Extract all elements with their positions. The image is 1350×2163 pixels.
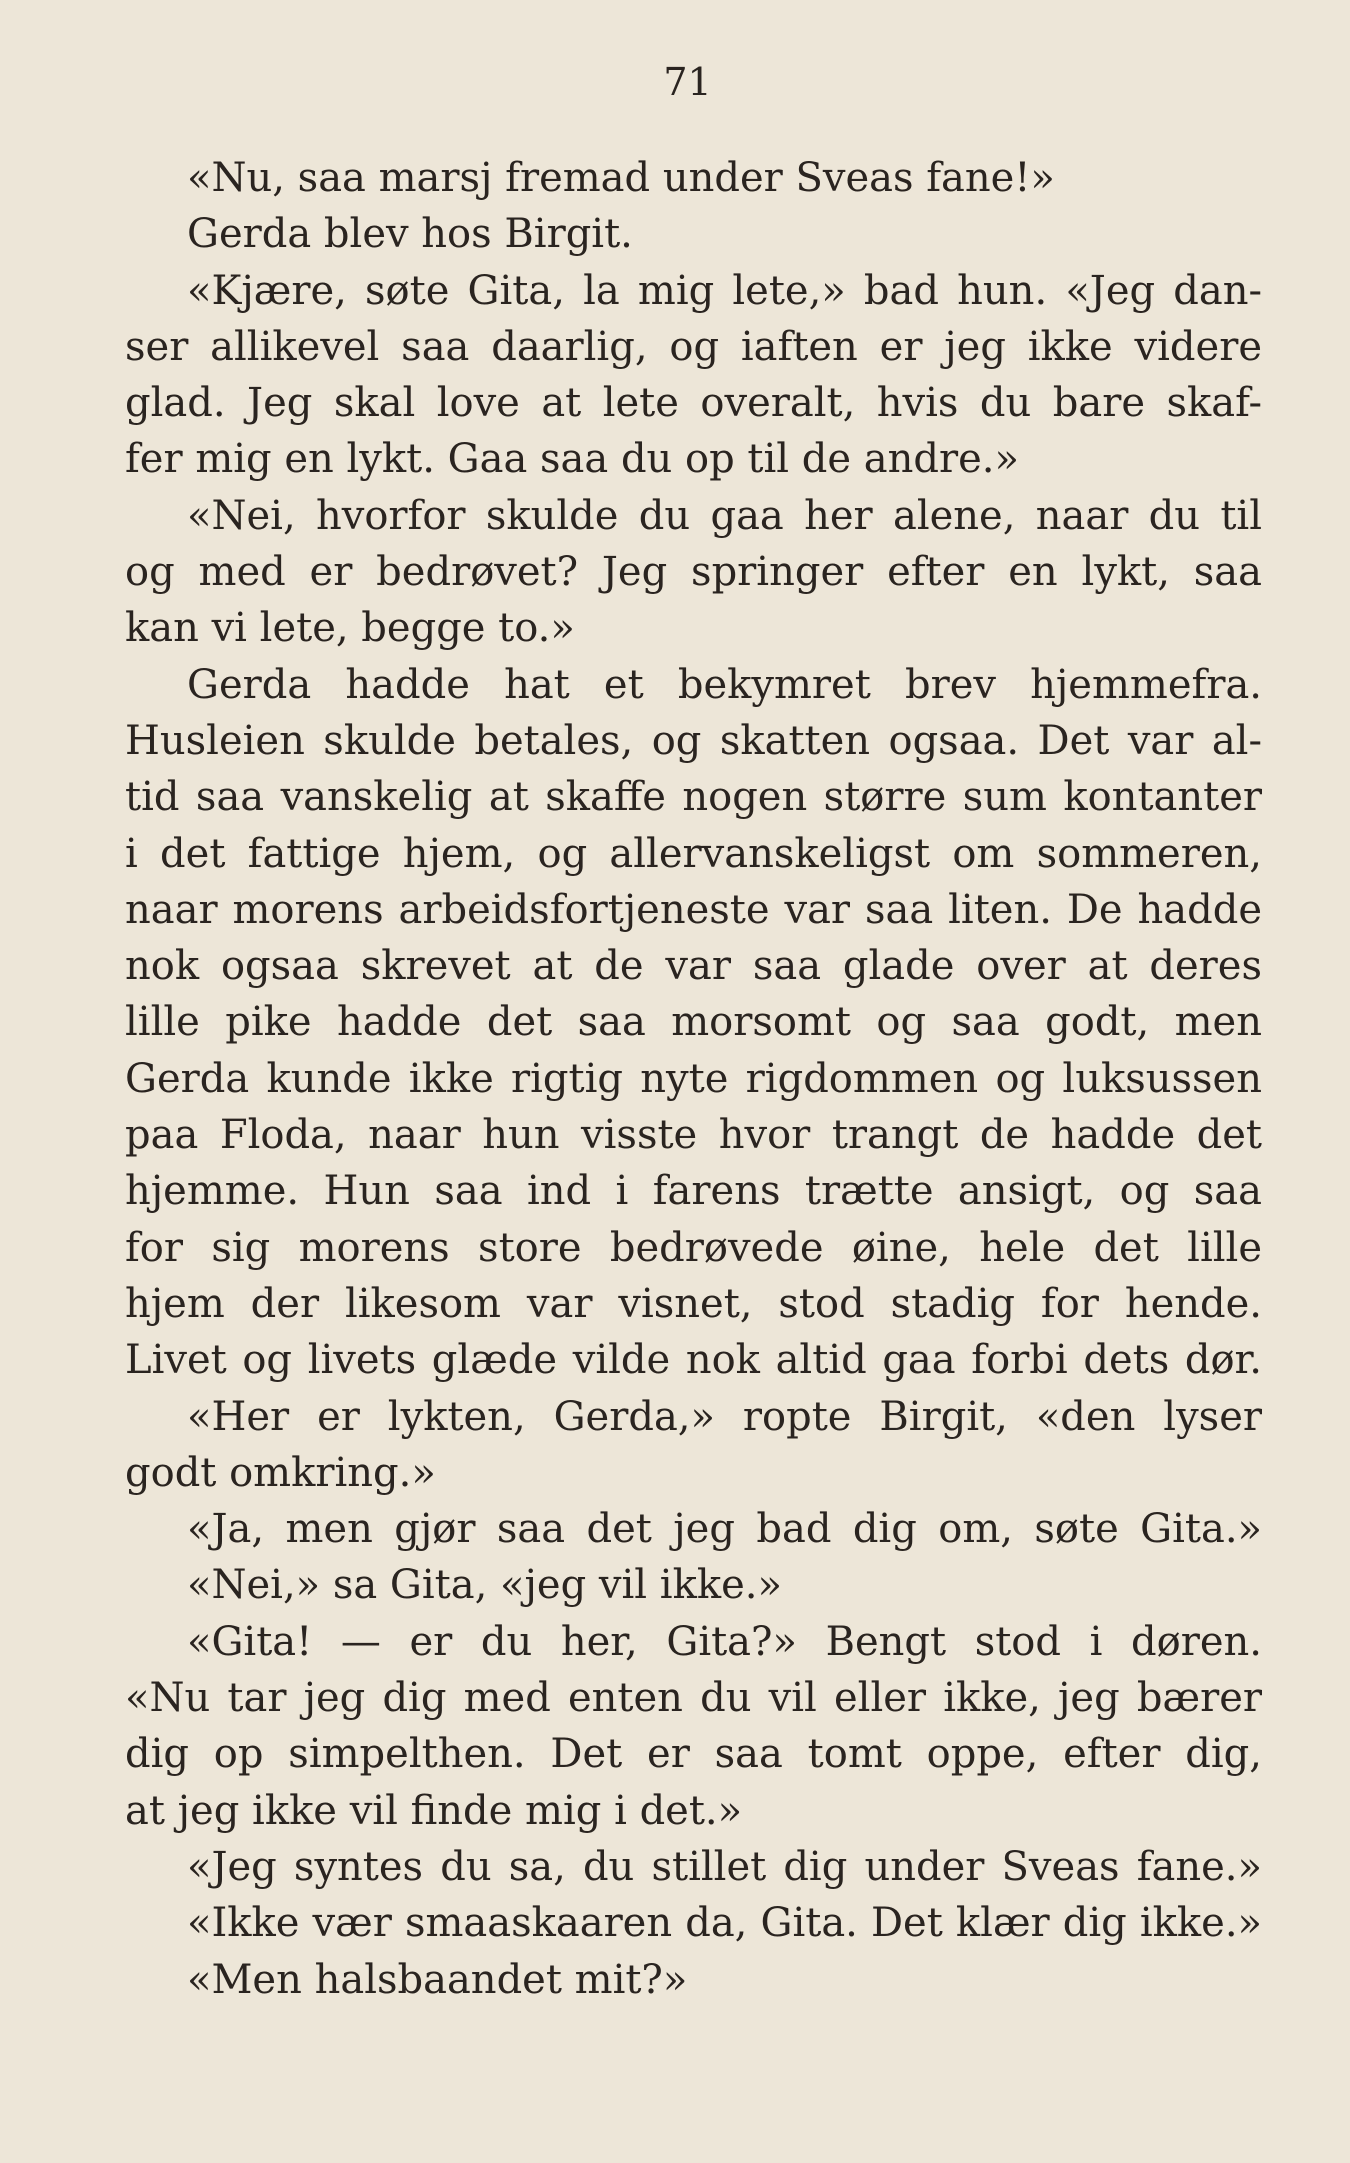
text-line: «Nei, hvorfor skulde du gaa her alene, naar du til: [187, 492, 1262, 539]
text-line: dig op simpelthen. Det er saa tomt oppe, efter dig,: [125, 1731, 1262, 1778]
text-line: «Nu, saa marsj fremad under Sveas fane!»: [187, 155, 1055, 201]
text-line: glad. Jeg skal love at lete overalt, hvis du bare skaf-: [125, 380, 1262, 427]
text-line: «Ja, men gjør saa det jeg bad dig om, søte Gita.»: [187, 1506, 1262, 1553]
text-line: «Kjære, søte Gita, la mig lete,» bad hun. «Jeg dan-: [187, 267, 1262, 314]
text-line: Husleien skulde betales, og skatten ogsaa. Det var al-: [125, 717, 1262, 764]
text-line: Livet og livets glæde vilde nok altid gaa forbi dets dør.: [125, 1337, 1262, 1384]
text-line: Gerda kunde ikke rigtig nyte rigdommen og luksussen: [125, 1055, 1262, 1102]
text-line: fer mig en lykt. Gaa saa du op til de andre.»: [125, 436, 1019, 483]
text-line: ser allikevel saa daarlig, og iaften er jeg ikke videre: [125, 323, 1262, 370]
page-number: 71: [663, 60, 712, 104]
text-line: i det fattige hjem, og allervanskeligst om sommeren,: [125, 830, 1262, 877]
text-line: naar morens arbeidsfortjeneste var saa liten. De hadde: [125, 886, 1262, 933]
body-text: [125, 150, 1262, 2008]
text-line: hjemme. Hun saa ind i farens trætte ansigt, og saa: [125, 1168, 1262, 1215]
text-line: «Ikke vær smaaskaaren da, Gita. Det klær dig ikke.»: [187, 1900, 1262, 1947]
text-line: godt omkring.»: [125, 1449, 436, 1496]
text-line: «Her er lykten, Gerda,» ropte Birgit, «den lyser: [187, 1393, 1262, 1440]
text-line: at jeg ikke vil finde mig i det.»: [125, 1787, 743, 1834]
text-line: lille pike hadde det saa morsomt og saa godt, men: [125, 999, 1262, 1046]
text-line: for sig morens store bedrøvede øine, hele det lille: [125, 1224, 1262, 1271]
text-line: «Gita! — er du her, Gita?» Bengt stod i døren.: [187, 1618, 1262, 1665]
text-line: paa Floda, naar hun visste hvor trangt de hadde det: [125, 1112, 1262, 1159]
text-line: «Nu tar jeg dig med enten du vil eller ikke, jeg bærer: [125, 1675, 1262, 1722]
text-line: og med er bedrøvet? Jeg springer efter en lykt, saa: [125, 549, 1262, 596]
text-line: hjem der likesom var visnet, stod stadig for hende.: [125, 1280, 1262, 1327]
text-line: nok ogsaa skrevet at de var saa glade over at deres: [125, 943, 1262, 990]
text-line: «Jeg syntes du sa, du stillet dig under Sveas fane.»: [187, 1843, 1262, 1890]
text-line: Gerda hadde hat et bekymret brev hjemmefra.: [187, 661, 1262, 708]
text-line: Gerda blev hos Birgit.: [187, 211, 633, 258]
text-line: kan vi lete, begge to.»: [125, 605, 575, 652]
text-line: «Nei,» sa Gita, «jeg vil ikke.»: [187, 1562, 782, 1609]
text-line: tid saa vanskelig at skaffe nogen større sum kontanter: [125, 774, 1262, 821]
text-line: «Men halsbaandet mit?»: [187, 1956, 688, 2003]
